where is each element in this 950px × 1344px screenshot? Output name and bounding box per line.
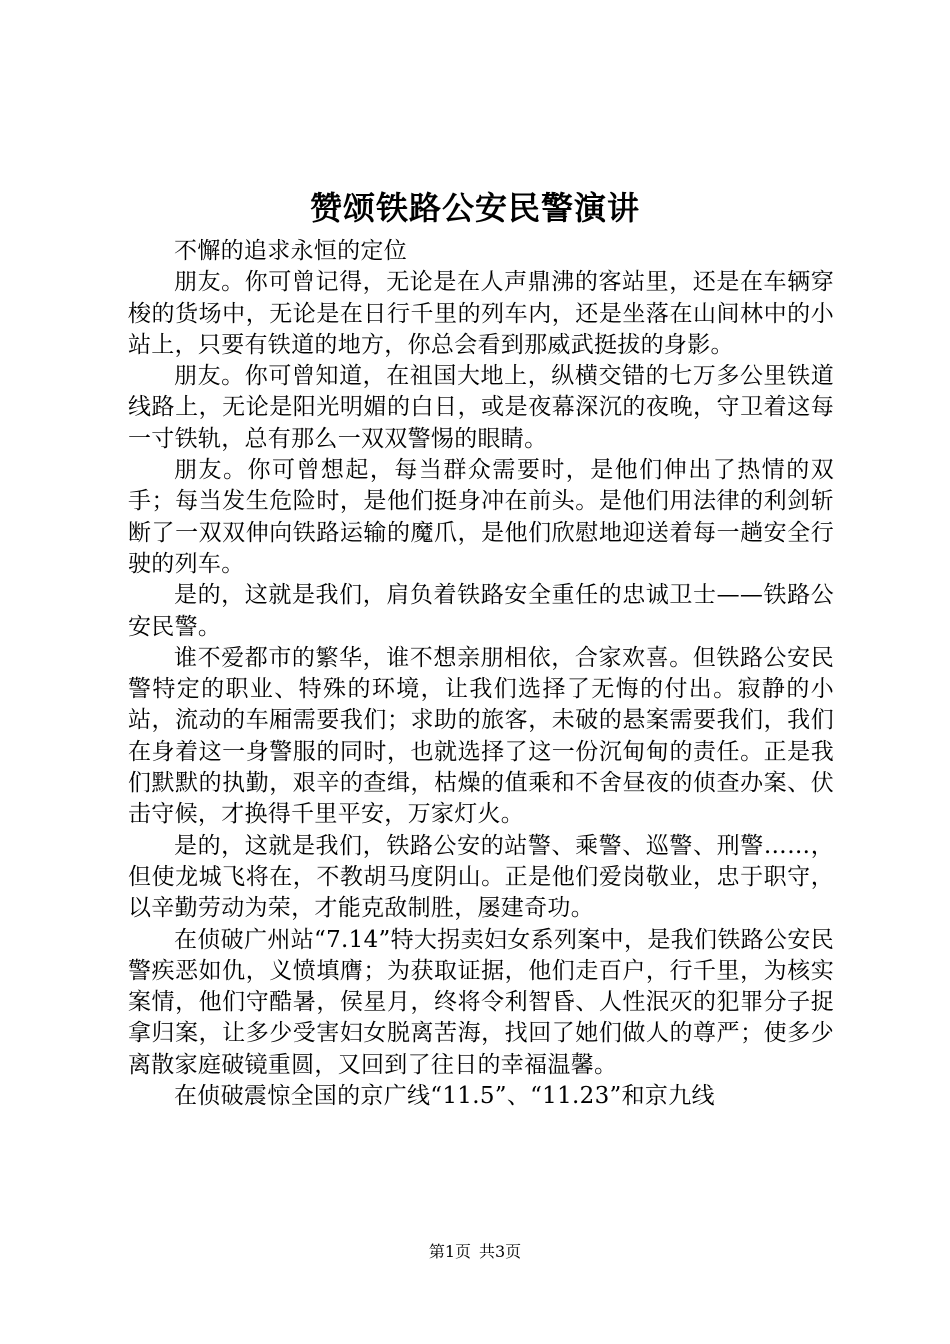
- page-footer: [0, 1241, 950, 1263]
- paragraph: 不懈的追求永恒的定位: [174, 238, 407, 264]
- paragraph: 在侦破震惊全国的京广线“11.5”、“11.23”和京九线: [174, 1083, 715, 1110]
- paragraph: 谁不爱都市的繁华，谁不想亲朋相依，合家欢喜。但铁路公安民警特定的职业、特殊的环境，让我们选择了无悔的付出。寂静的小站，流动的车厢需要我们；求助的旅客，未破的悬案需要我们，我们在身着这一身警服的同时，也就选择了这一份沉甸甸的责任。正是我们默默的执勤，艰辛的查缉，枯燥的值乘和不舍昼夜的侦查办案、伏击守候，才换得千里平安，万家灯火。: [128, 644, 834, 828]
- paragraph: 朋友。你可曾想起，每当群众需要时，是他们伸出了热情的双手；每当发生危险时，是他们挺身冲在前头。是他们用法律的利剑斩断了一双双伸向铁路运输的魔爪，是他们欣慰地迎送着每一趟安全行驶的列车。: [128, 457, 834, 577]
- document-body: [128, 236, 834, 1112]
- page-total: 共3页: [479, 1242, 522, 1261]
- document-title: 赞颂铁路公安民警演讲: [309, 189, 640, 227]
- paragraph: 是的，这就是我们，肩负着铁路安全重任的忠诚卫士——铁路公安民警。: [128, 582, 834, 640]
- paragraph: 在侦破广州站“7.14”特大拐卖妇女系列案中，是我们铁路公安民警疾恶如仇，义愤填膺；为获取证据，他们走百户，行千里，为核实案情，他们守酷暑，侯星月，终将令利智昏、人性泯灭的犯罪分子捉拿归案，让多少受害妇女脱离苦海，找回了她们做人的尊严；使多少离散家庭破镜重圆，又回到了往日的幸福温馨。: [128, 926, 834, 1078]
- paragraph: 朋友。你可曾知道，在祖国大地上，纵横交错的七万多公里铁道线路上，无论是阳光明媚的白日，或是夜幕深沉的夜晚，守卫着这每一寸铁轨，总有那么一双双警惕的眼睛。: [128, 363, 834, 452]
- page-number: 第1页: [428, 1242, 471, 1261]
- paragraph: 朋友。你可曾记得，无论是在人声鼎沸的客站里，还是在车辆穿梭的货场中，无论是在日行千里的列车内，还是坐落在山间林中的小站上，只要有铁道的地方，你总会看到那威武挺拔的身影。: [128, 269, 834, 358]
- paragraph: 是的，这就是我们，铁路公安的站警、乘警、巡警、刑警……，但使龙城飞将在，不教胡马度阴山。正是他们爱岗敬业，忠于职守，以辛勤劳动为荣，才能克敌制胜，屡建奇功。: [128, 832, 834, 922]
